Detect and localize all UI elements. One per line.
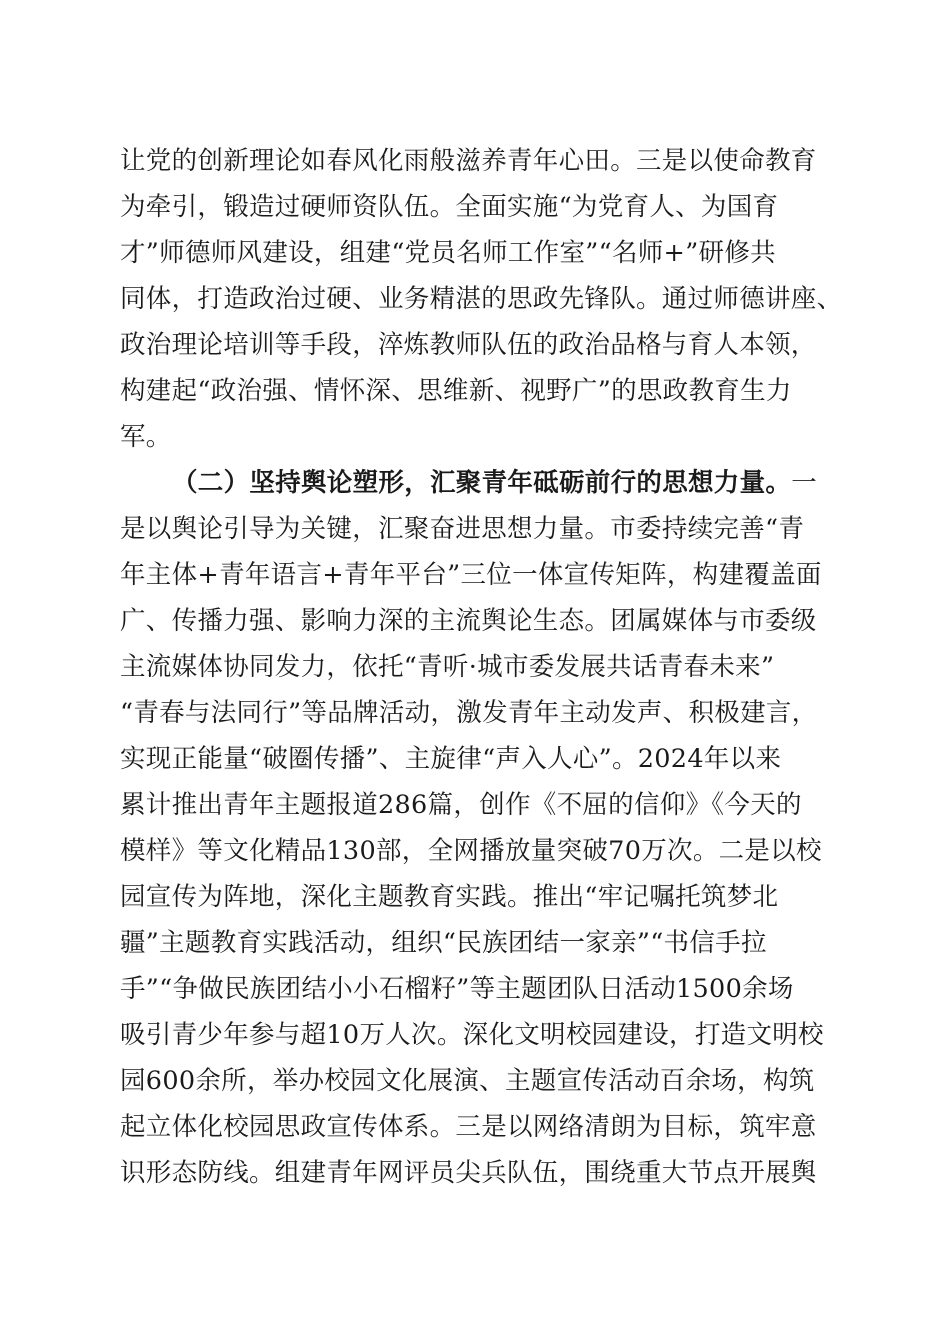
body-text-line: 实现正能量“破圈传播”、主旋律“声入人心”。2024年以来	[120, 744, 782, 774]
body-text-line: 政治理论培训等手段，淬炼教师队伍的政治品格与育人本领，	[120, 330, 817, 360]
body-text-line: 广、传播力强、影响力深的主流舆论生态。团属媒体与市委级	[120, 606, 817, 636]
body-text-line: 才”师德师风建设，组建“党员名师工作室”“名师+”研修共	[120, 238, 776, 268]
body-text-line: 是以舆论引导为关键，汇聚奋进思想力量。市委持续完善“青	[120, 514, 805, 544]
body-text-line: 构建起“政治强、情怀深、思维新、视野广”的思政教育生力	[120, 376, 792, 406]
body-text-line: 吸引青少年参与超10万人次。深化文明校园建设，打造文明校	[120, 1020, 824, 1050]
section-heading: （二）坚持舆论塑形，汇聚青年砥砺前行的思想力量。	[172, 468, 792, 498]
body-text-line: 为牵引，锻造过硬师资队伍。全面实施“为党育人、为国育	[120, 192, 779, 222]
body-text-line: 园宣传为阵地，深化主题教育实践。推出“牢记嘱托筑梦北	[120, 882, 779, 912]
body-text-line: 主流媒体协同发力，依托“青听·城市委发展共话青春未来”	[120, 652, 775, 682]
body-text-line: 疆”主题教育实践活动，组织“民族团结一家亲”“书信手拉	[120, 928, 767, 958]
body-text-line: 识形态防线。组建青年网评员尖兵队伍，围绕重大节点开展舆	[120, 1158, 817, 1188]
body-text-line: 军。	[120, 422, 172, 452]
section-heading-line	[172, 460, 832, 506]
body-text-line: 让党的创新理论如春风化雨般滋养青年心田。三是以使命教育	[120, 146, 817, 176]
body-text-line: 园600余所，举办校园文化展演、主题宣传活动百余场，构筑	[120, 1066, 815, 1096]
body-text-line: 手”“争做民族团结小小石榴籽”等主题团队日活动1500余场	[120, 974, 794, 1004]
body-text-line: 年主体+青年语言+青年平台”三位一体宣传矩阵，构建覆盖面	[120, 560, 822, 590]
body-text-line: “青春与法同行”等品牌活动，激发青年主动发声、积极建言，	[120, 698, 818, 728]
body-text-line: 累计推出青年主题报道286篇，创作《不屈的信仰》《今天的	[120, 790, 802, 820]
section-heading-tail: 一	[791, 468, 818, 498]
body-text-line: 模样》等文化精品130部，全网播放量突破70万次。二是以校	[120, 836, 822, 866]
body-text-line: 起立体化校园思政宣传体系。三是以网络清朗为目标，筑牢意	[120, 1112, 817, 1142]
body-text-line: 同体，打造政治过硬、业务精湛的思政先锋队。通过师德讲座、	[120, 284, 843, 314]
